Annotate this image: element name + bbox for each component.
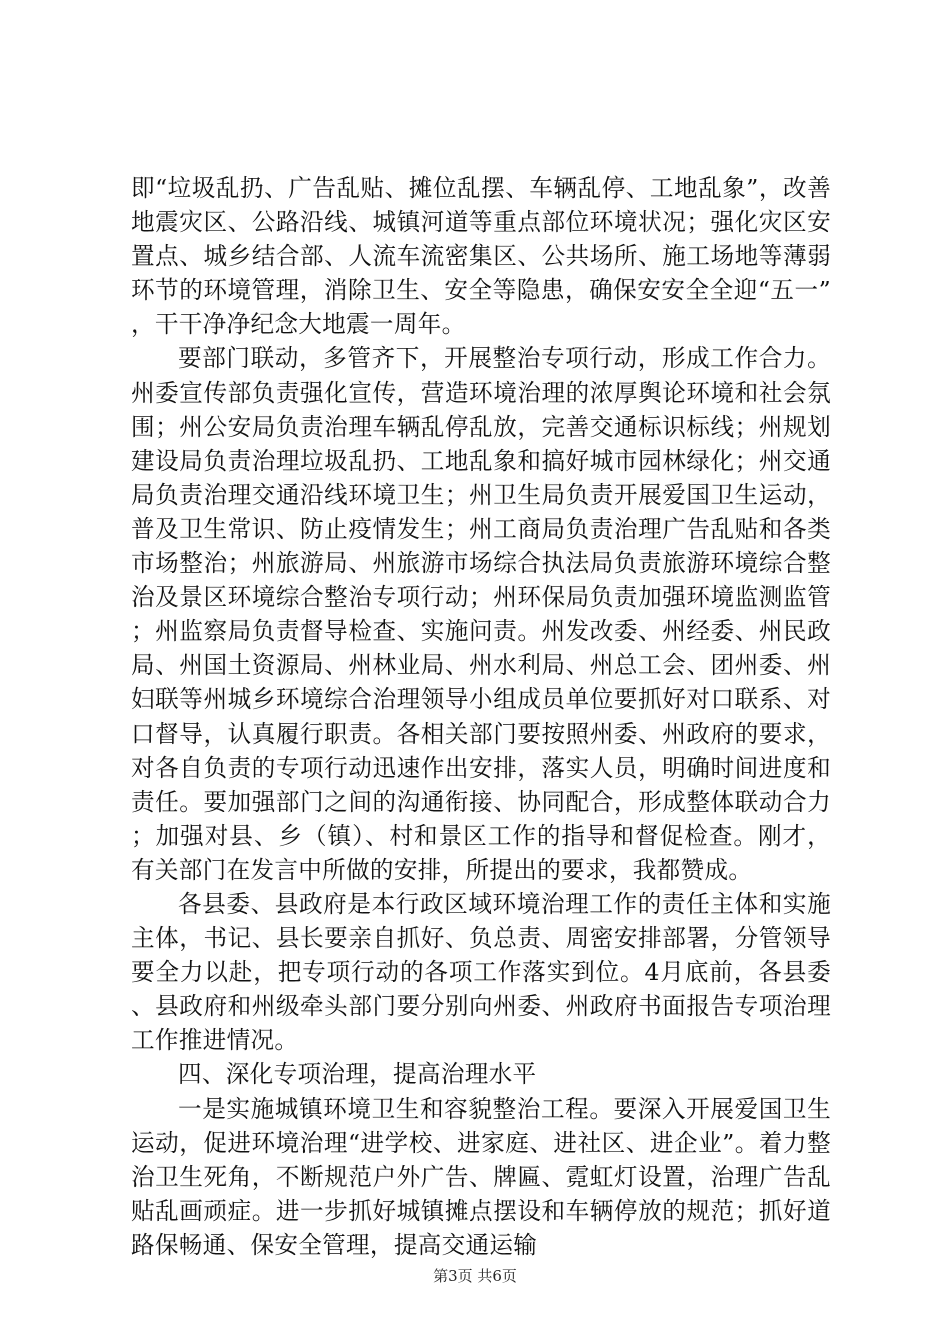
paragraph-5: 一是实施城镇环境卫生和容貌整治工程。要深入开展爱国卫生运动，促进环境治理“进学校、进家庭、进社区、进企业”。着力整治卫生死角，不断规范户外广告、牌匾、霓虹灯设置，治理广告乱贴乱画顽症。进一步抓好城镇摊点摆设和车辆停放的规范；抓好道路保畅通、保安全管理，提高交通运输 xyxy=(131,1094,831,1259)
paragraph-3: 各县委、县政府是本行政区域环境治理工作的责任主体和实施主体，书记、县长要亲自抓好、负总责、周密安排部署，分管领导要全力以赴，把专项行动的各项工作落实到位。4月底前，各县委、县政府和州级牵头部门要分别向州委、州政府书面报告专项治理工作推进情况。 xyxy=(131,889,831,1055)
paragraph-1: 即“垃圾乱扔、广告乱贴、摊位乱摆、车辆乱停、工地乱象”，改善地震灾区、公路沿线、城镇河道等重点部位环境状况；强化灾区安置点、城乡结合部、人流车流密集区、公共场所、施工场地等薄弱环节的环境管理，消除卫生、安全等隐患，确保安安全全迎“五一”，干干净净纪念大地震一周年。 xyxy=(131,174,831,339)
document-body xyxy=(131,171,831,1262)
page-number-footer: 第3页 共6页 xyxy=(433,1267,517,1285)
section-heading: 四、深化专项治理，提高治理水平 xyxy=(178,1060,537,1089)
paragraph-2: 要部门联动，多管齐下，开展整治专项行动，形成工作合力。州委宣传部负责强化宣传，营造环境治理的浓厚舆论环境和社会氛围；州公安局负责治理车辆乱停乱放，完善交通标识标线；州规划建设局负责治理垃圾乱扔、工地乱象和搞好城市园林绿化；州交通局负责治理交通沿线环境卫生；州卫生局负责开展爱国卫生运动，普及卫生常识、防止疫情发生；州工商局负责治理广告乱贴和各类市场整治；州旅游局、州旅游市场综合执法局负责旅游环境综合整治及景区环境综合整治专项行动；州环保局负责加强环境监测监管；州监察局负责督导检查、实施问责。州发改委、州经委、州民政局、州国土资源局、州林业局、州水利局、州总工会、团州委、州妇联等州城乡环境综合治理领导小组成员单位要抓好对口联系、对口督导，认真履行职责。各相关部门要按照州委、州政府的要求，对各自负责的专项行动迅速作出安排，落实人员，明确时间进度和责任。要加强部门之间的沟通衔接、协同配合，形成整体联动合力；加强对县、乡（镇）、村和景区工作的指导和督促检查。刚才，有关部门在发言中所做的安排，所提出的要求，我都赞成。 xyxy=(131,344,831,884)
